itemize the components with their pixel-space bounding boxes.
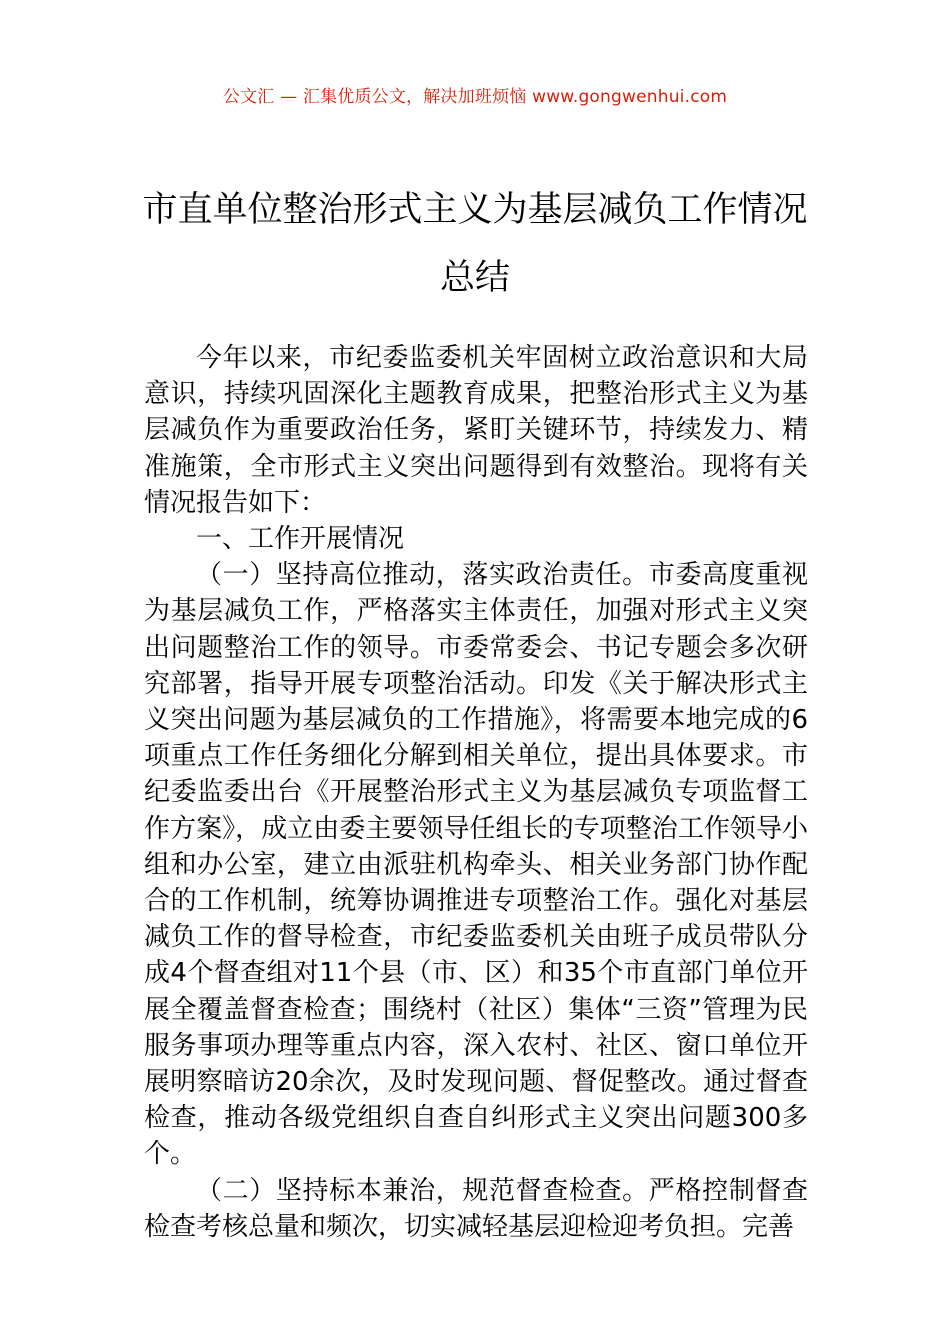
subsection-paragraph-2: （二）坚持标本兼治，规范督查检查。严格控制督查检查考核总量和频次，切实减轻基层迎检迎考负担。完善 xyxy=(144,1175,808,1242)
website-banner: 公文汇 — 汇集优质公文，解决加班烦恼 www.gongwenhui.com xyxy=(222,87,728,107)
document-body xyxy=(144,340,808,1245)
intro-paragraph: 今年以来，市纪委监委机关牢固树立政治意识和大局意识，持续巩固深化主题教育成果，把整治形式主义为基层减负作为重要政治任务，紧盯关键环节，持续发力、精准施策，全市形式主义突出问题得到有效整治。现将有关情况报告如下： xyxy=(144,343,808,518)
document-title: 市直单位整治形式主义为基层减负工作情况总结 xyxy=(142,190,808,298)
subsection-paragraph-1: （一）坚持高位推动，落实政治责任。市委高度重视为基层减负工作，严格落实主体责任，加强对形式主义突出问题整治工作的领导。市委常委会、书记专题会多次研究部署，指导开展专项整治活动。印发《关于解决形式主义突出问题为基层减负的工作措施》，将需要本地完成的6项重点工作任务细化分解到相关单位，提出具体要求。市纪委监委出台《开展整治形式主义为基层减负专项监督工作方案》，成立由委主要领导任组长的专项整治工作领导小组和办公室，建立由派驻机构牵头、相关业务部门协作配合的工作机制，统筹协调推进专项整治工作。强化对基层减负工作的督导检查，市纪委监委机关由班子成员带队分成4个督查组对11个县（市、区）和35个市直部门单位开展全覆盖督查检查；围绕村（社区）集体“三资”管理为民服务事项办理等重点内容，深入农村、社区、窗口单位开展明察暗访20余次，及时发现问题、督促整改。通过督查检查，推动各级党组织自查自纠形式主义突出问题300多个。 xyxy=(144,560,808,1170)
section-heading-work-progress: 一、工作开展情况 xyxy=(196,524,405,555)
